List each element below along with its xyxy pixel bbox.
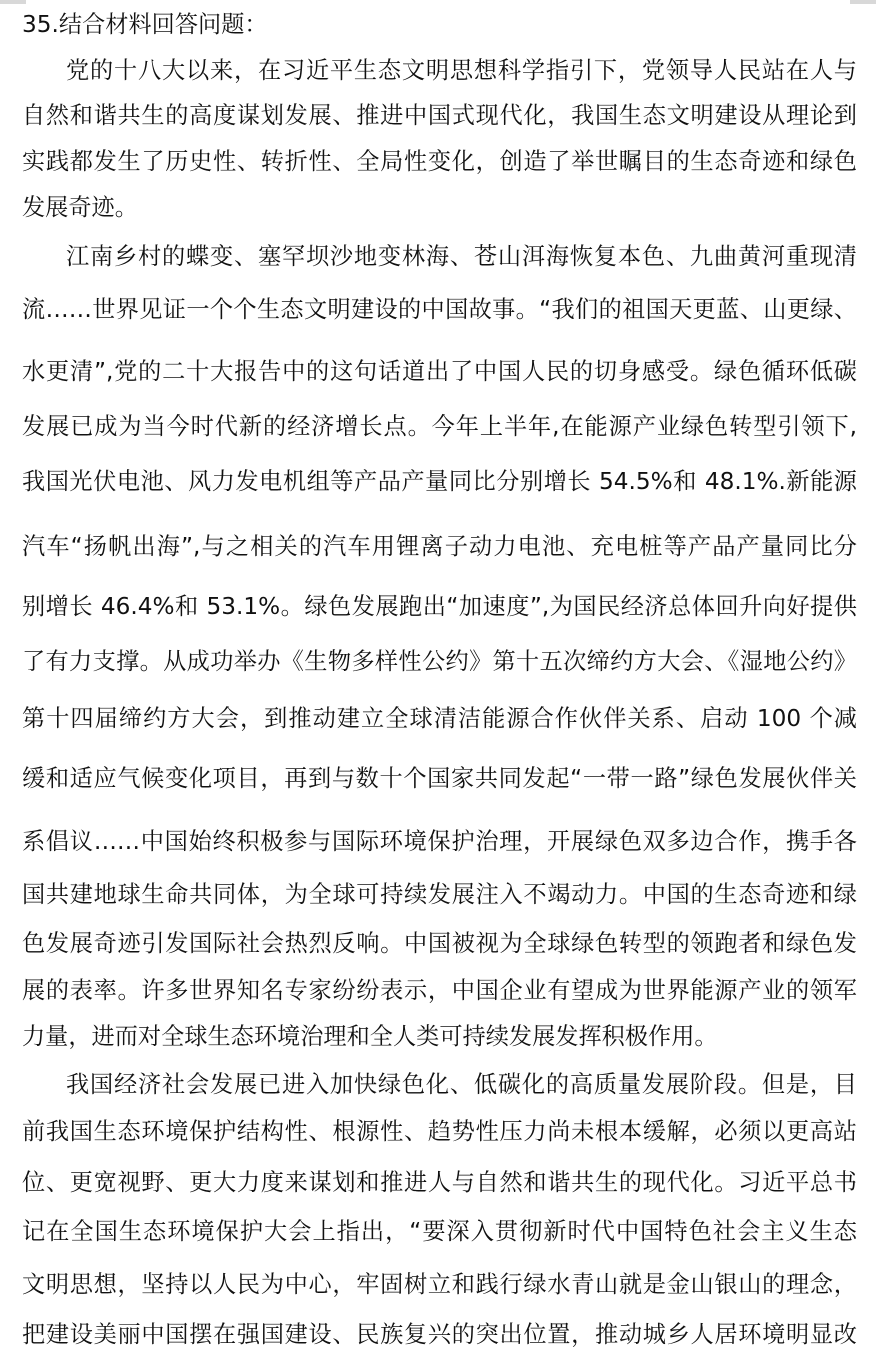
paragraph-3-line-4: 记在全国生态环境保护大会上指出，“要深入贯彻新时代中国特色社会主义生态 — [22, 1218, 857, 1245]
paragraph-3-line-3: 位、更宽视野、更大力度来谋划和推进人与自然和谐共生的现代化。习近平总书 — [22, 1169, 857, 1196]
paragraph-2-line-3: 水更清”,党的二十大报告中的这句话道出了中国人民的切身感受。绿色循环低碳 — [22, 358, 857, 385]
paragraph-2-line-4: 发展已成为当今时代新的经济增长点。今年上半年,在能源产业绿色转型引领下, — [22, 413, 857, 440]
paragraph-2-line-5: 我国光伏电池、风力发电机组等产品产量同比分别增长 54.5%和 48.1%.新能源 — [22, 468, 857, 495]
paragraph-2-line-15: 力量，进而对全球生态环境治理和全人类可持续发展发挥积极作用。 — [22, 1023, 718, 1050]
paragraph-2-line-14: 展的表率。许多世界知名专家纷纷表示，中国企业有望成为世界能源产业的领军 — [22, 977, 857, 1004]
paragraph-2-line-6: 汽车“扬帆出海”,与之相关的汽车用锂离子动力电池、充电桩等产品产量同比分 — [22, 533, 857, 560]
paragraph-1-line-4: 发展奇迹。 — [22, 194, 138, 221]
paragraph-2-line-13: 色发展奇迹引发国际社会热烈反响。中国被视为全球绿色转型的领跑者和绿色发 — [22, 930, 857, 957]
paragraph-2-line-2: 流……世界见证一个个生态文明建设的中国故事。“我们的祖国天更蓝、山更绿、 — [22, 296, 857, 323]
paragraph-2-line-9: 第十四届缔约方大会，到推动建立全球清洁能源合作伙伴关系、启动 100 个减 — [22, 705, 857, 732]
paragraph-1-line-3: 实践都发生了历史性、转折性、全局性变化，创造了举世瞩目的生态奇迹和绿色 — [22, 148, 857, 175]
top-right-edge-mark — [850, 0, 876, 4]
paragraph-3-line-2: 前我国生态环境保护结构性、根源性、趋势性压力尚未根本缓解，必须以更高站 — [22, 1118, 857, 1145]
paragraph-1-line-1: 党的十八大以来，在习近平生态文明思想科学指引下，党领导人民站在人与 — [66, 57, 857, 84]
paragraph-3-line-5: 文明思想，坚持以人民为中心，牢固树立和践行绿水青山就是金山银山的理念， — [22, 1271, 857, 1298]
paragraph-2-line-8: 了有力支撑。从成功举办《生物多样性公约》第十五次缔约方大会、《湿地公约》 — [22, 648, 857, 675]
paragraph-3-line-1: 我国经济社会发展已进入加快绿色化、低碳化的高质量发展阶段。但是，目 — [66, 1071, 857, 1098]
top-left-edge-mark — [0, 0, 26, 4]
paragraph-2-line-11: 系倡议……中国始终积极参与国际环境保护治理，开展绿色双多边合作，携手各 — [22, 828, 857, 855]
paragraph-2-line-1: 江南乡村的蝶变、塞罕坝沙地变林海、苍山洱海恢复本色、九曲黄河重现清 — [66, 243, 857, 270]
paragraph-2-line-12: 国共建地球生命共同体，为全球可持续发展注入不竭动力。中国的生态奇迹和绿 — [22, 881, 857, 908]
paragraph-2-line-10: 缓和适应气候变化项目，再到与数十个国家共同发起“一带一路”绿色发展伙伴关 — [22, 765, 857, 792]
paragraph-3-line-6: 把建设美丽中国摆在强国建设、民族复兴的突出位置，推动城乡人居环境明显改 — [22, 1321, 857, 1348]
paragraph-2-line-7: 别增长 46.4%和 53.1%。绿色发展跑出“加速度”,为国民经济总体回升向好提供 — [22, 593, 857, 620]
question-heading: 35.结合材料回答问题： — [22, 11, 268, 38]
paragraph-1-line-2: 自然和谐共生的高度谋划发展、推进中国式现代化，我国生态文明建设从理论到 — [22, 102, 857, 129]
